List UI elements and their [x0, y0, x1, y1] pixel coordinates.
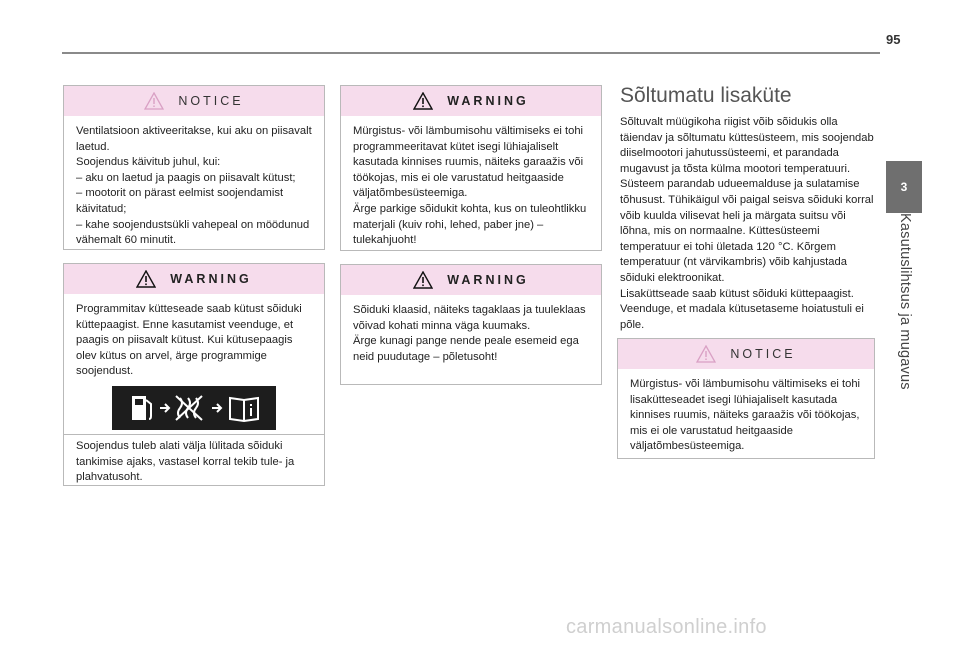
chapter-title-text: Kasutuslihtsus ja mugavus	[897, 213, 913, 390]
notice-triangle-icon	[144, 92, 164, 110]
chapter-title	[893, 213, 917, 413]
warning-box-glass	[340, 264, 602, 385]
section-text: Sõltuvalt müügikoha riigist võib sõidukis olla täiendav ja sõltumatu küttesüsteem, mis soojendab diiselmootori jahutussüsteemi, et parandada mugavust ja tõsta külma mootori temperatuuri. Süsteem parandab udueemalduse ja sulatamise tõhusust. Tühikäigul või paigal seisva sõiduki korral võib kuulda vilisevat heli ja märgata suitsu või lõhna, mis on normaalne. Küttesüsteemi temperatuur ei tohi ületada 120 °C. Kõrgem temperatuur (nt värvikambris) võib kahjustada sõiduki elektroonikat. Lisaküttseade saab kütust sõiduki küttepaagist. Veenduge, et madala kütusetaseme hoiatustuli ei põle.	[620, 116, 874, 331]
warning-box-poisoning	[340, 85, 602, 251]
warning-triangle-icon	[413, 271, 433, 289]
no-heater-icon	[176, 396, 202, 420]
notice-triangle-icon	[696, 345, 716, 363]
warning-text-2: Soojendus tuleb alati välja lülitada sõiduki tankimise ajaks, vastasel korral tekib tule- ja plahvatusoht.	[76, 439, 295, 484]
chapter-tab[interactable]: 3	[886, 161, 922, 213]
notice-header	[618, 339, 874, 369]
warning-box-fuel	[63, 263, 325, 486]
notice-heading: NOTICE	[178, 94, 244, 108]
page-number: 95	[886, 32, 901, 47]
notice-box-battery	[63, 85, 325, 250]
warning-header	[341, 265, 601, 295]
notice-box-heater	[617, 338, 875, 459]
warning-text: Programmitav kütteseade saab kütust sõiduki küttepaagist. Enne kasutamist veenduge, et paagis on piisavalt kütust. Kui kütusepaagis olev kütus on arvel, ärge programmige soojendust.	[76, 303, 302, 378]
warning-text: Mürgistus- või lämbumisohu vältimiseks ei tohi programmeeritavat kütet isegi lühiajaliselt kasutada kinnises ruumis, näiteks garaažis või töökojas, mis ei ole varustatud heitgaaside väljatõmbesüsteemiga. Ärge parkige sõidukit kohta, kus on tuleohtlikku materjali (kuiv rohi, lehed, paber jne) – tulekahjuoht!	[353, 125, 587, 247]
warning-triangle-icon	[413, 92, 433, 110]
warning-heading: WARNING	[170, 272, 252, 286]
watermark: carmanualsonline.info	[566, 616, 767, 638]
refuel-pictogram	[112, 386, 276, 430]
warning-header	[64, 264, 324, 294]
warning-heading: WARNING	[447, 273, 529, 287]
notice-heading: NOTICE	[730, 347, 796, 361]
notice-text: Mürgistus- või lämbumisohu vältimiseks ei tohi lisakütteseadet isegi lühiajaliselt kasutada kinnises ruumis, näiteks garaažis või töökojas, mis ei ole varustatud heitgaaside väljatõmbesüsteemiga.	[630, 378, 861, 453]
section-title: Sõltumatu lisaküte	[620, 84, 792, 107]
header-rule	[62, 52, 880, 54]
fuel-pump-icon	[132, 396, 151, 420]
warning-header	[341, 86, 601, 116]
notice-text: Ventilatsioon aktiveeritakse, kui aku on piisavalt laetud. Soojendus käivitub juhul, kui: – aku on laetud ja paagis on piisavalt kütust; – mootorit on pärast eelmist soojendamist käivitatud; – kahe soojendustsükli vahepeal on möödunud vähemalt 60 minutit.	[76, 125, 312, 247]
manual-book-icon	[230, 398, 258, 421]
warning-heading: WARNING	[447, 94, 529, 108]
notice-header	[64, 86, 324, 116]
warning-text: Sõiduki klaasid, näiteks tagaklaas ja tuuleklaas võivad kohati minna väga kuumaks. Ärge kunagi pange nende peale esemeid ega neid puudutage – põletusoht!	[353, 304, 586, 363]
warning-triangle-icon	[136, 270, 156, 288]
